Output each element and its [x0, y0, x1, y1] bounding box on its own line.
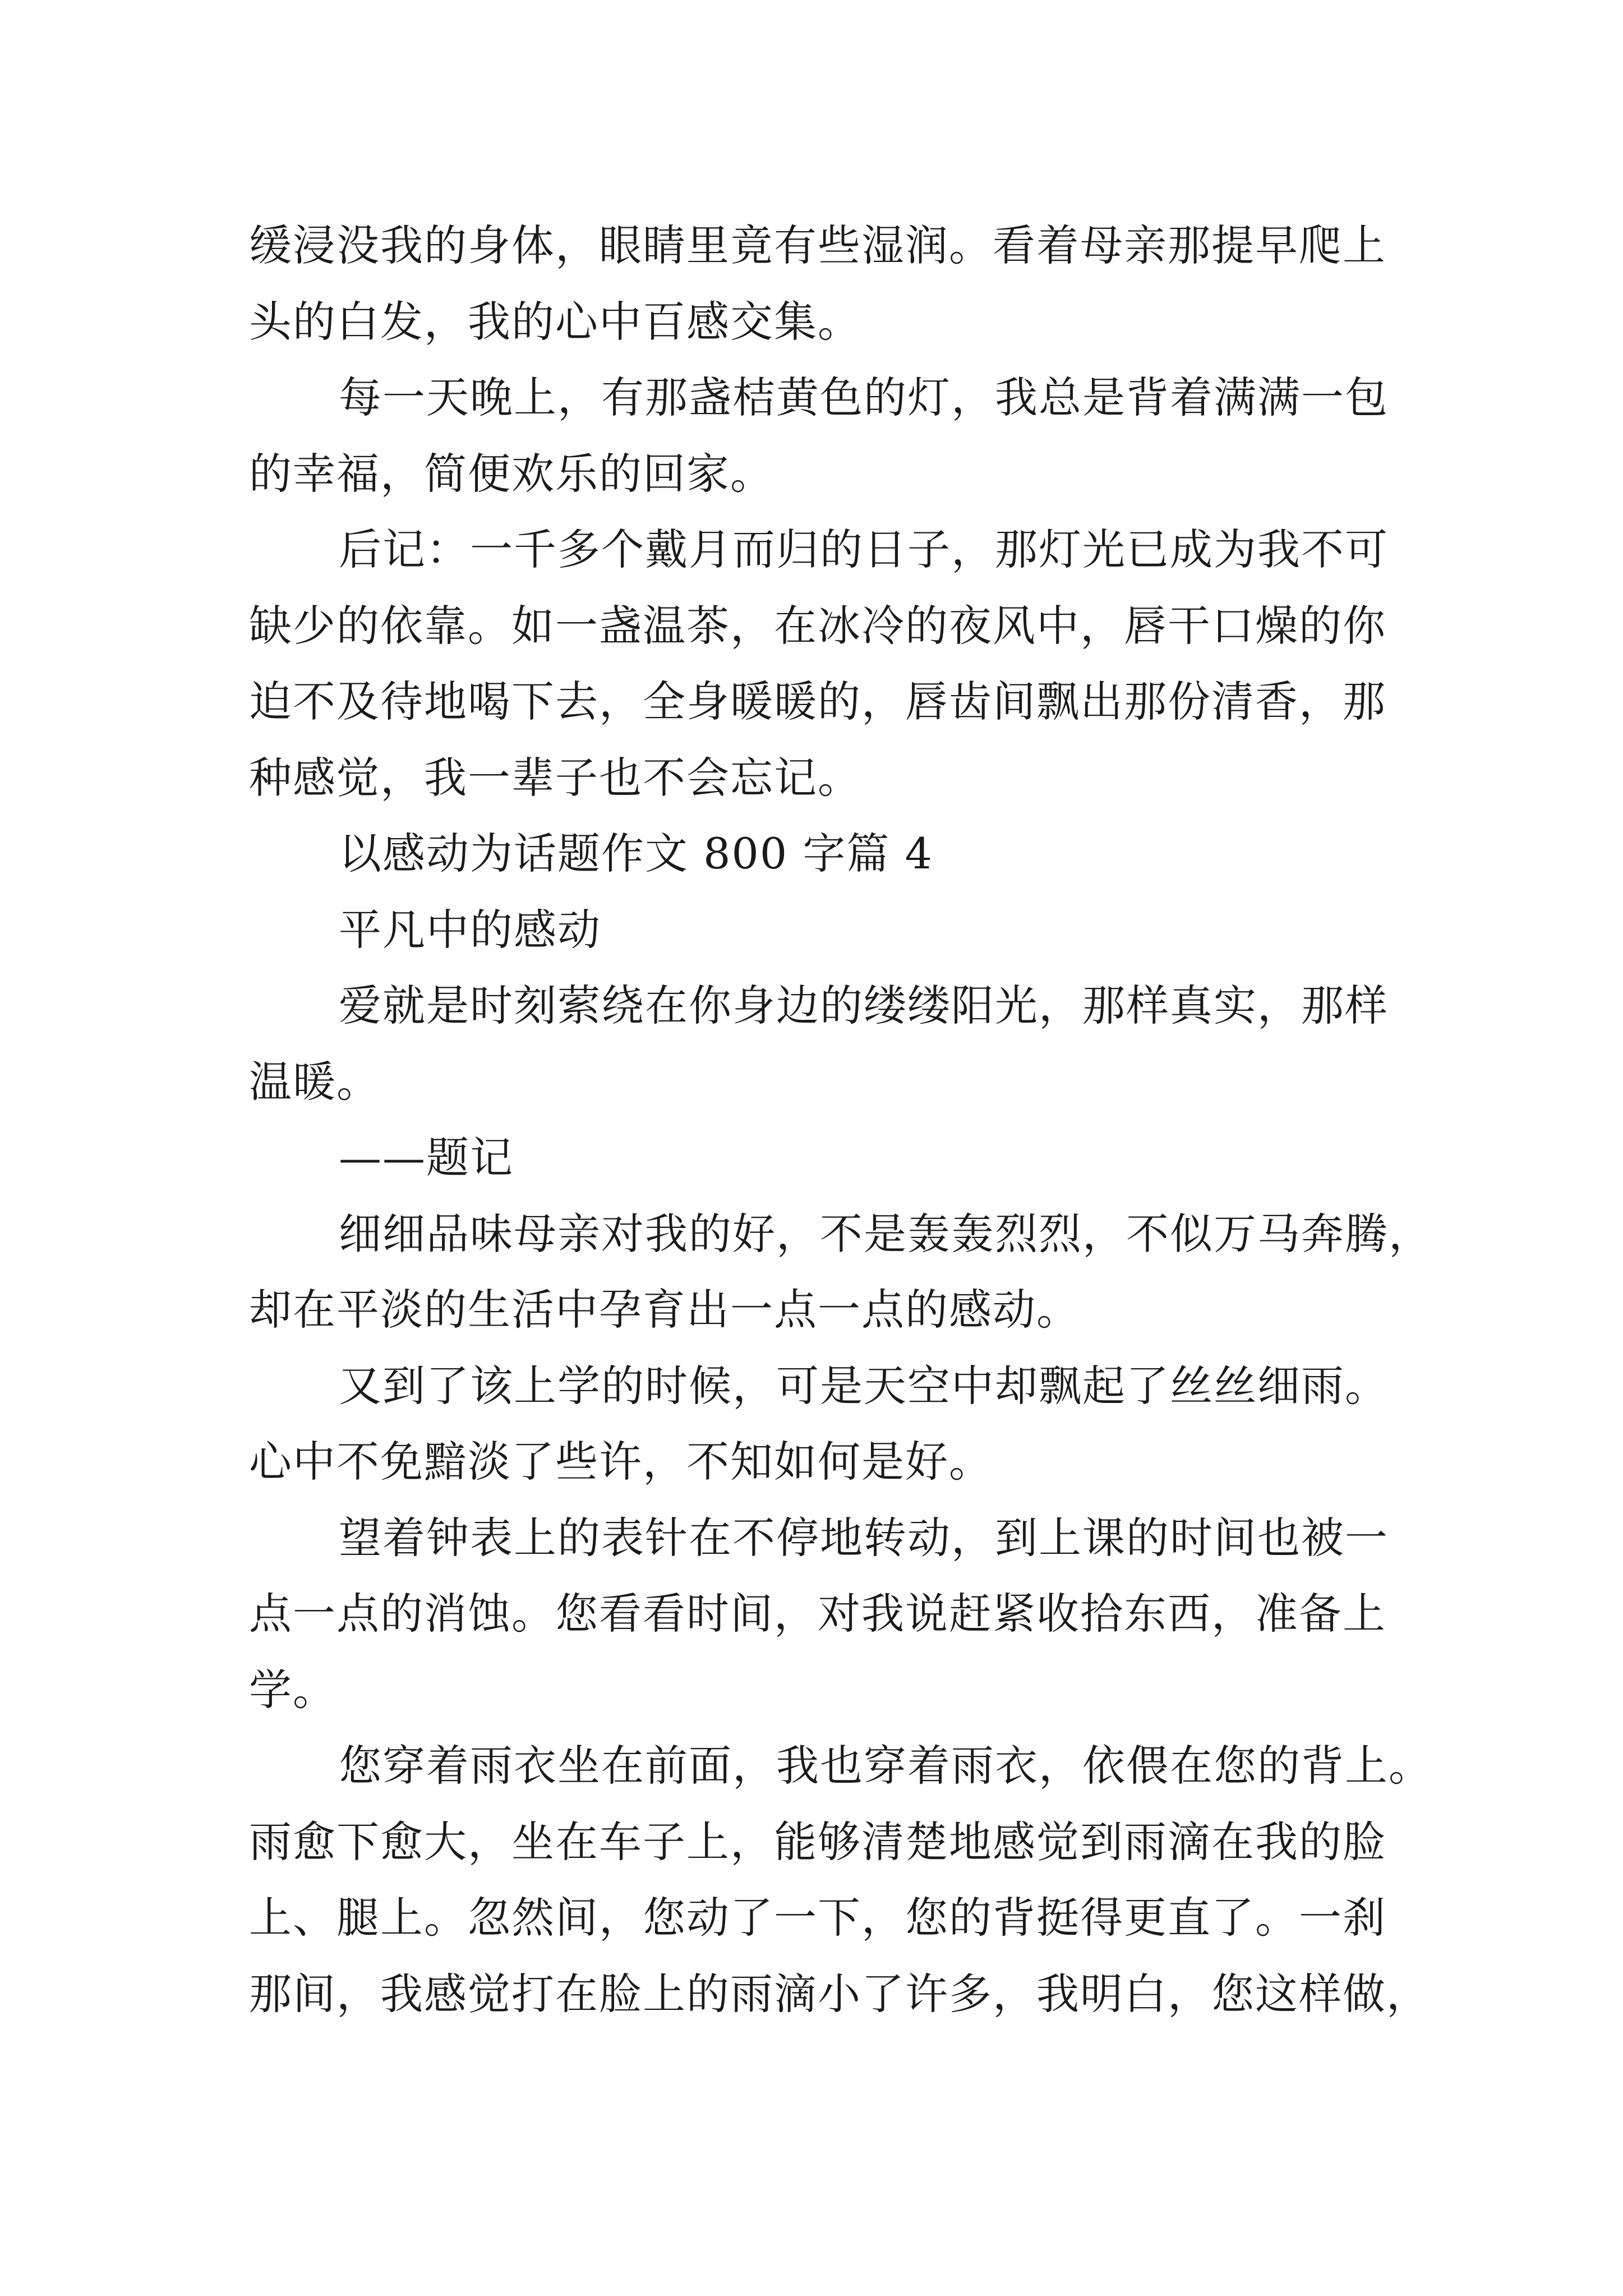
text-line: 后记：一千多个戴月而归的日子，那灯光已成为我不可 [339, 524, 1389, 574]
text-line: 您穿着雨衣坐在前面，我也穿着雨衣，依偎在您的背上。 [339, 1741, 1432, 1791]
text-line: 缺少的依靠。如一盏温茶，在冰冷的夜风中，唇干口燥的你 [249, 600, 1386, 651]
text-line: 望着钟表上的表针在不停地转动，到上课的时间也被一 [339, 1512, 1389, 1563]
text-line: 每一天晚上，有那盏桔黄色的灯，我总是背着满满一包 [339, 372, 1389, 422]
text-line: 种感觉，我一辈子也不会忘记。 [249, 752, 861, 803]
text-line: 又到了该上学的时候，可是天空中却飘起了丝丝细雨。 [339, 1360, 1389, 1411]
text-line: 以感动为话题作文 800 字篇 4 [339, 829, 933, 878]
text-line: 学。 [249, 1664, 336, 1715]
text-line: 温暖。 [249, 1056, 380, 1107]
text-line: 爱就是时刻萦绕在你身边的缕缕阳光，那样真实，那样 [339, 981, 1389, 1030]
text-line: 点一点的消蚀。您看看时间，对我说赶紧收拾东西，准备上 [249, 1589, 1386, 1639]
text-line: 却在平淡的生活中孕育出一点一点的感动。 [249, 1285, 1080, 1335]
text-line: 平凡中的感动 [339, 904, 601, 955]
text-line: 头的白发，我的心中百感交集。 [249, 296, 861, 347]
text-line: 雨愈下愈大，坐在车子上，能够清楚地感觉到雨滴在我的脸 [249, 1816, 1386, 1867]
text-line: ——题记 [339, 1133, 514, 1182]
text-line: 的幸福，简便欢乐的回家。 [249, 448, 774, 499]
text-line: 心中不免黯淡了些许，不知如何是好。 [249, 1437, 993, 1487]
text-line: 缓浸没我的身体，眼睛里竟有些湿润。看着母亲那提早爬上 [249, 220, 1386, 270]
document-body [249, 208, 1432, 2032]
text-line: 迫不及待地喝下去，全身暖暖的，唇齿间飘出那份清香，那 [249, 677, 1386, 726]
text-line: 上、腿上。忽然间，您动了一下，您的背挺得更直了。一刹 [249, 1893, 1386, 1943]
text-line: 细细品味母亲对我的好，不是轰轰烈烈，不似万马奔腾， [339, 1208, 1432, 1259]
text-line: 那间，我感觉打在脸上的雨滴小了许多，我明白，您这样做， [249, 1968, 1430, 2019]
